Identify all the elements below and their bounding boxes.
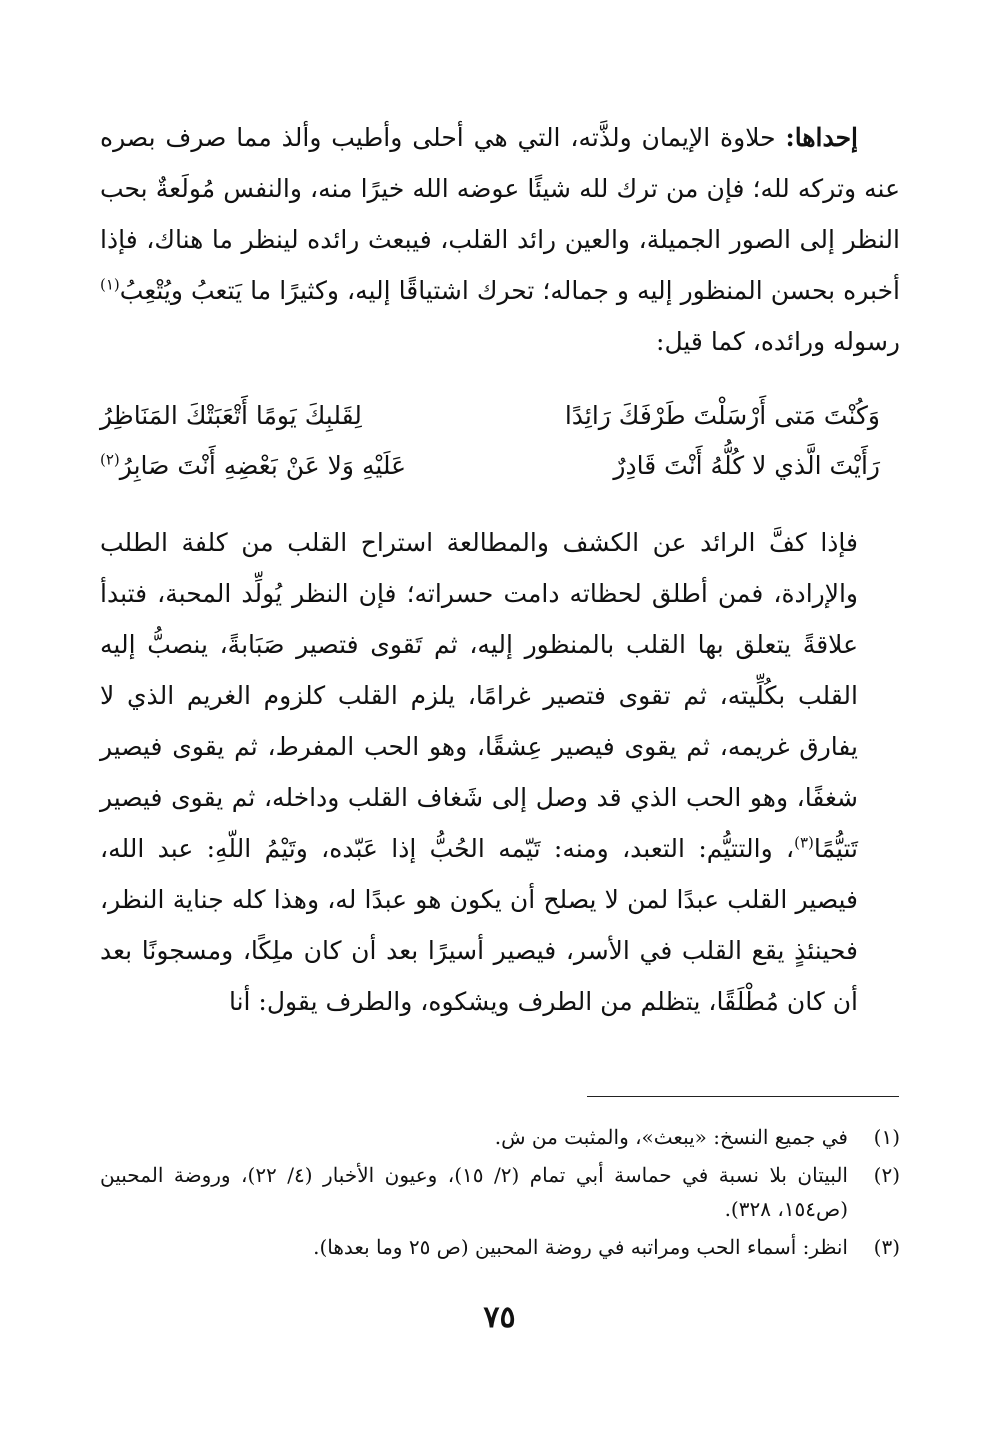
footnote-ref-1[interactable]: (١) [100, 275, 120, 294]
poem-line-1-first-half: وَكُنْتَ مَتى أَرْسَلْتَ طَرْفَكَ رَائِدًا [564, 401, 880, 430]
footnote-text: البيتان بلا نسبة في حماسة أبي تمام (٢/ ١٥)، وعيون الأخبار (٤/ ٢٢)، وروضة المحبين (ص١٥٤، ٣٢٨). [100, 1163, 848, 1221]
paragraph-2-text: فإذا كفَّ الرائد عن الكشف والمطالعة استراح القلب من كلفة الطلب والإرادة، فمن أطلق لحظاته دامت حسراته؛ فإن النظر يُولِّد المحبة، فتبدأ علاقةً يتعلق بها القلب بالمنظور إليه، ثم تَقوى فتصير صَبَابةً، ينصبُّ إليه القلب بكُلِّيته، ثم تقوى فتصير غرامًا، يلزم القلب كلزوم الغريم الذي لا يفارق غريمه، ثم يقوى فيصير عِشقًا، وهو الحب المفرط، ثم يقوى فيصير شغفًا، وهو الحب الذي قد وصل إلى شَغاف القلب وداخله، ثم يقوى فيصير تَتيُّمًا [100, 528, 858, 863]
poem-line-2-second-half [100, 441, 468, 491]
page-body [100, 112, 900, 1027]
paragraph-2-end: ، والتتيُّم: التعبد، ومنه: تَيّمه الحُبُّ إذا عَبّده، وتَيْمُ اللّهِ: عبد الله، فيصير القلب عبدًا لمن لا يصلح أن يكون هو عبدًا له، وهذا كله جناية النظر، فحينئذٍ يقع القلب في الأسر، فيصير أسيرًا بعد أن كان ملِكًا، ومسجونًا بعد أن كان مُطْلَقًا، يتظلم من الطرف ويشكوه، والطرف يقول: أنا [100, 834, 858, 1016]
footnote-item [100, 1120, 900, 1154]
footnote-divider [587, 1096, 899, 1097]
poem-line-2-second-text: عَلَيْهِ وَلا عَنْ بَعْضِهِ أَنْتَ صَابِرُ [119, 451, 407, 480]
footnote-ref-3[interactable]: (٣) [794, 833, 814, 852]
paragraph-1 [100, 112, 900, 367]
poem-line-1-second-half: لِقَلبِكَ يَومًا أَتْعَبَتْكَ المَنَاظِرُ [100, 401, 362, 430]
footnote-ref-2[interactable]: (٢) [100, 450, 120, 469]
footnotes-section [100, 1120, 900, 1268]
footnote-text: في جميع النسخ: «يبعث»، والمثبت من ش. [494, 1125, 848, 1149]
paragraph-1-text: حلاوة الإيمان ولذَّته، التي هي أحلى وأطيب وألذ مما صرف بصره عنه وتركه لله؛ فإن من ترك لله شيئًا عوضه الله خيرًا منه، والنفس مُولَعةٌ بحب النظر إلى الصور الجميلة، والعين رائد القلب، فيبعث رائده لينظر ما هناك، فإذا أخبره بحسن المنظور إليه و جماله؛ تحرك اشتياقًا إليه، وكثيرًا ما يَتعبُ ويُتْعِبُ [100, 123, 900, 305]
footnote-text: انظر: أسماء الحب ومراتبه في روضة المحبين (ص ٢٥ وما بعدها). [313, 1235, 848, 1259]
footnote-number: (٢) [873, 1163, 900, 1187]
footnote-number: (٣) [873, 1235, 900, 1259]
paragraph-2 [100, 517, 900, 1027]
paragraph-lead-word: إحداها: [785, 123, 858, 152]
footnote-number: (١) [873, 1125, 900, 1149]
poem-line-1 [100, 391, 900, 441]
poem-line-2-first-half: رَأَيْتَ الَّذي لا كُلُّهُ أَنْتَ قَادِرٌ [613, 451, 880, 480]
paragraph-1-end: رسوله ورائده، كما قيل: [656, 327, 900, 356]
poem-line-2 [100, 441, 900, 491]
poem-verses [100, 391, 900, 491]
page-number: ٧٥ [483, 1300, 516, 1335]
footnote-item [100, 1230, 900, 1264]
footnote-item [100, 1158, 900, 1226]
